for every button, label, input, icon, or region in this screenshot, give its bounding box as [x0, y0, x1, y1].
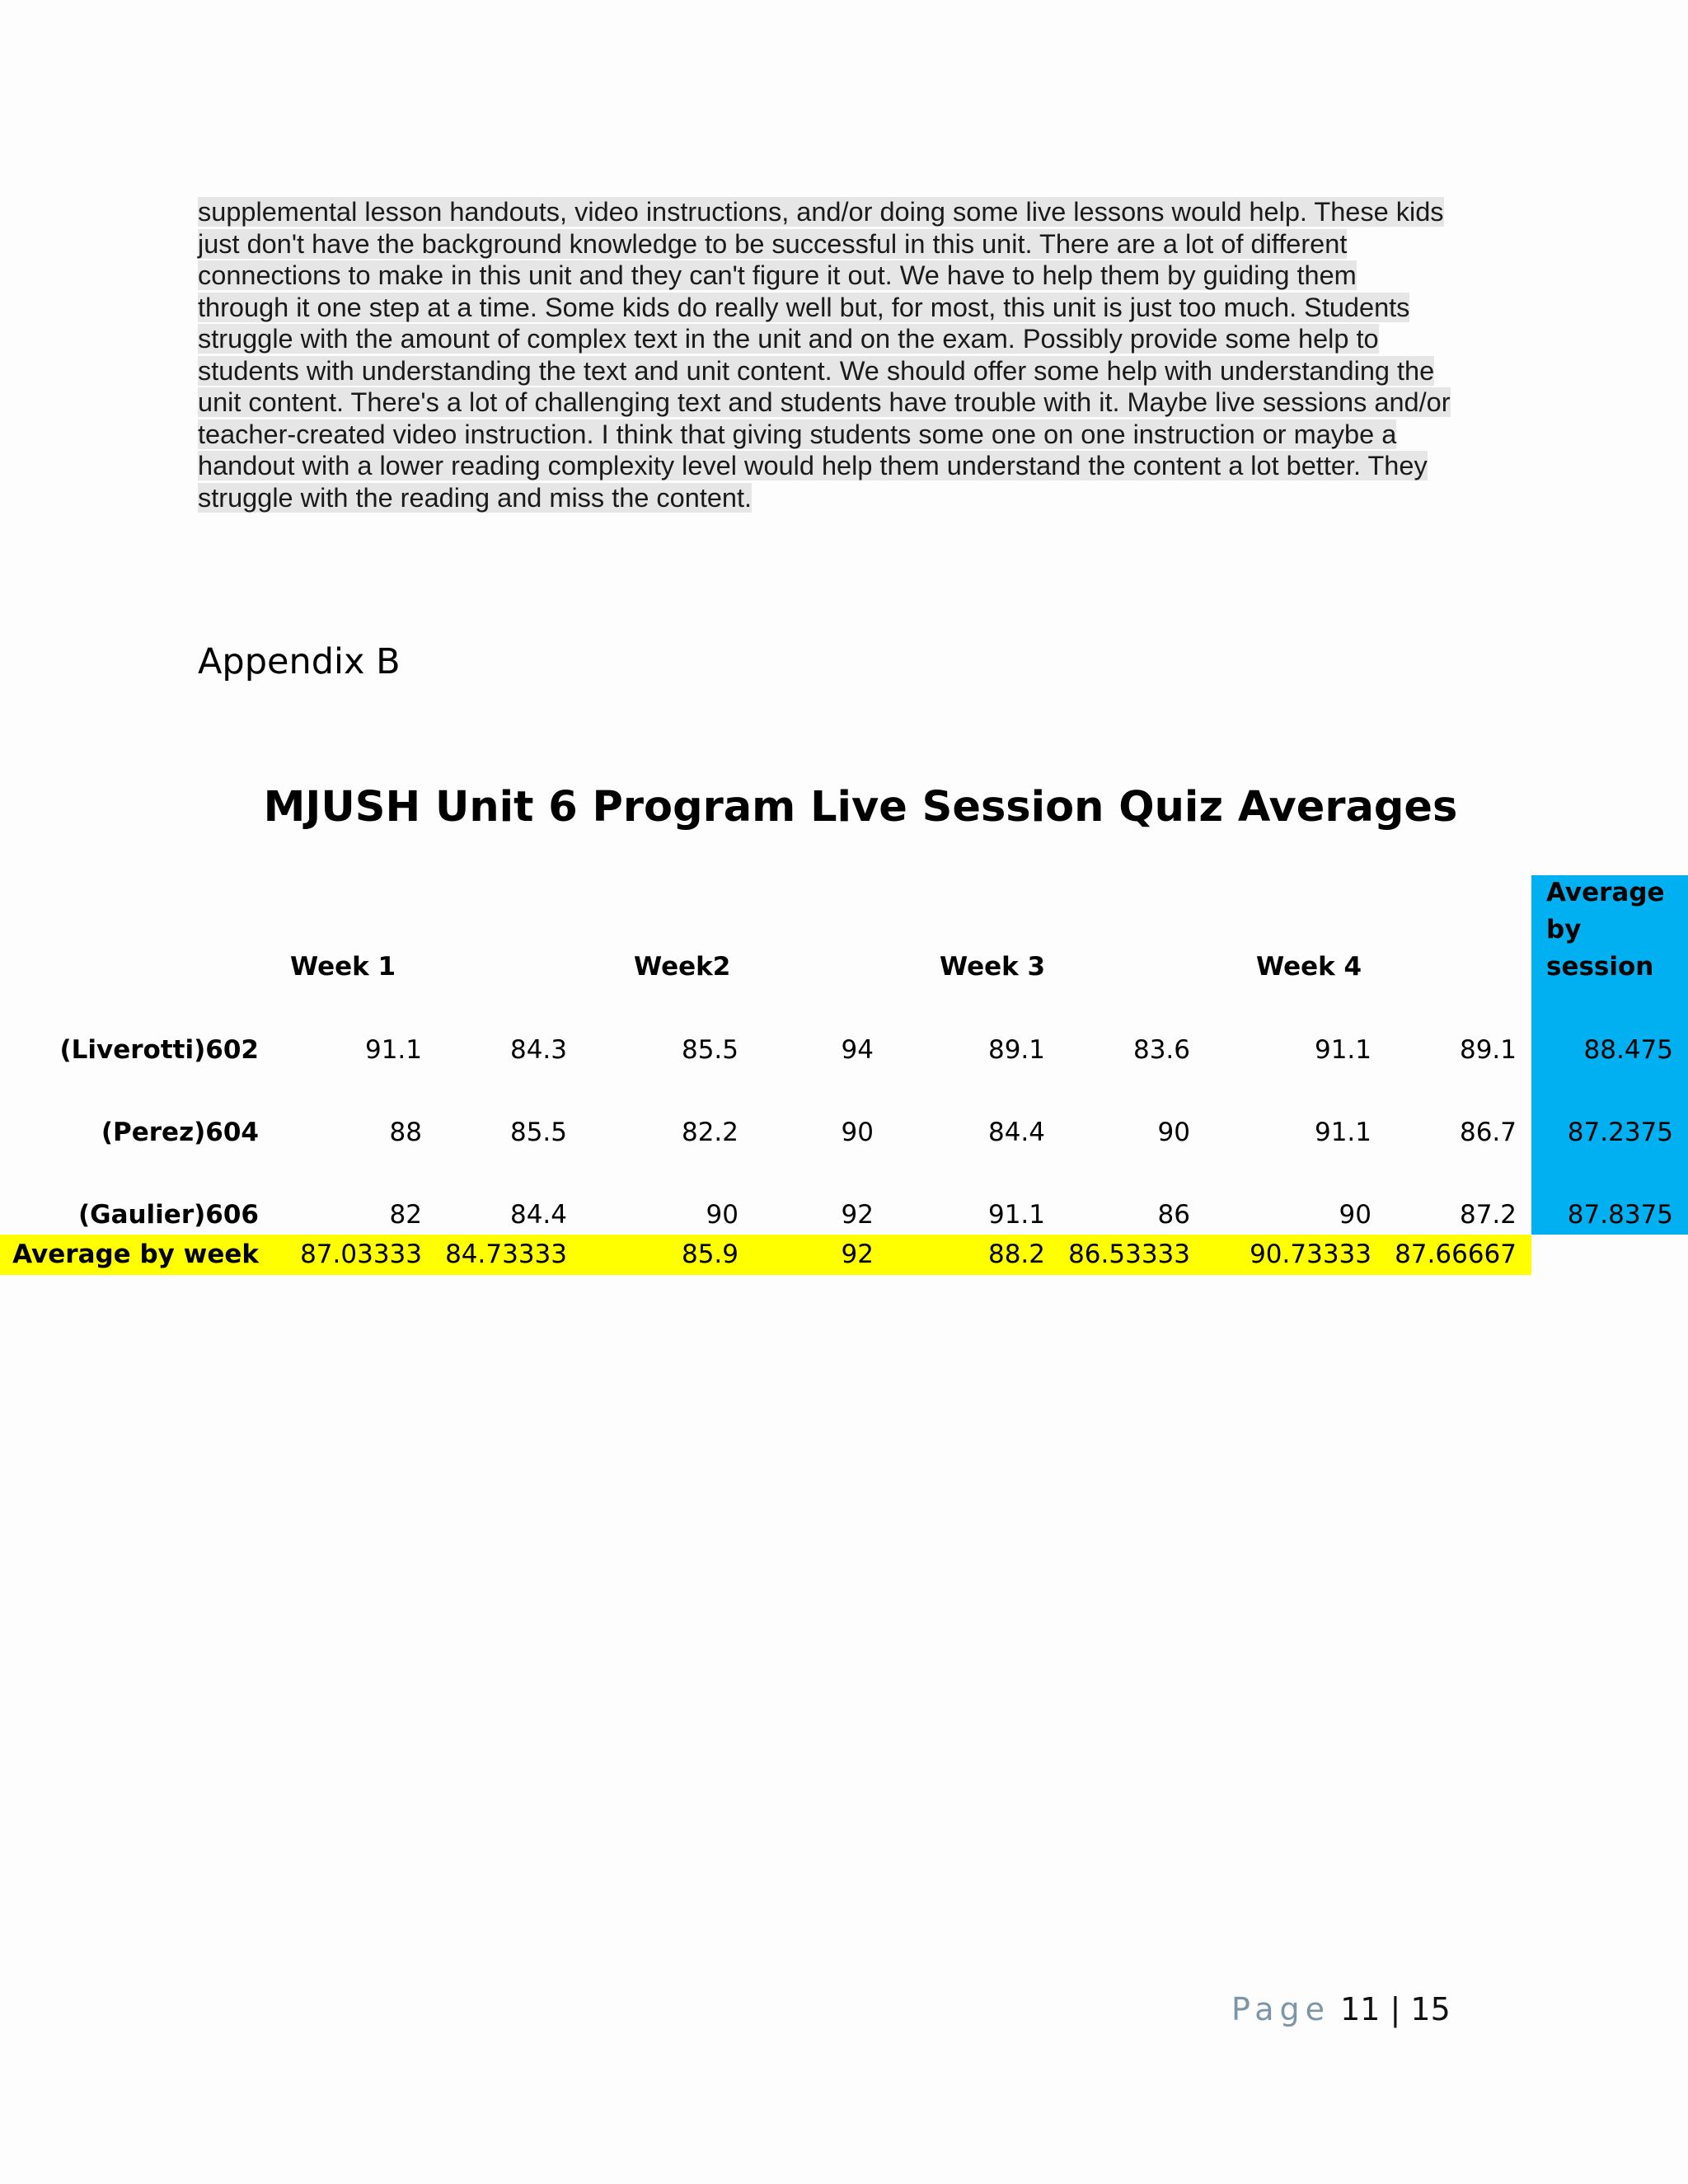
table-cell: 86	[1157, 1200, 1190, 1230]
paragraph-line: just don't have the background knowledge to be successful in this unit. There are a lot of different	[198, 228, 1348, 259]
table-cell: 90	[1157, 1118, 1190, 1147]
table-cell: 85.5	[509, 1118, 567, 1147]
table-title: MJUSH Unit 6 Program Live Session Quiz Averages	[263, 783, 1458, 832]
session-average-cell: 87.8375	[1567, 1200, 1673, 1230]
session-average-cell: 88.475	[1583, 1035, 1673, 1065]
row-label: (Liverotti)602	[59, 1035, 259, 1065]
table-cell: 84.4	[987, 1118, 1045, 1147]
week-average-cell: 92	[841, 1240, 874, 1269]
average-header: Average	[1546, 878, 1665, 907]
row-label: Average by week	[12, 1240, 259, 1269]
average-header: session	[1546, 952, 1654, 982]
table-cell: 85.5	[681, 1035, 738, 1065]
table-cell: 82	[389, 1200, 422, 1230]
session-average-cell: 87.2375	[1567, 1118, 1673, 1147]
appendix-heading: Appendix B	[198, 641, 401, 682]
table-cell: 92	[841, 1200, 874, 1230]
paragraph-line: unit content. There's a lot of challenging text and students have trouble with it. Maybe live sessions and/or	[198, 387, 1451, 417]
table-cell: 91.1	[364, 1035, 422, 1065]
week-average-cell: 84.73333	[445, 1240, 567, 1269]
week-average-cell: 88.2	[987, 1240, 1045, 1269]
page-footer	[1231, 1991, 1451, 2027]
week-average-cell: 87.66667	[1395, 1240, 1517, 1269]
table-cell: 87.2	[1459, 1200, 1517, 1230]
week-average-cell: 85.9	[681, 1240, 738, 1269]
table-cell: 82.2	[681, 1118, 738, 1147]
table-cell: 89.1	[987, 1035, 1045, 1065]
page-label: Page	[1231, 1991, 1330, 2027]
page-number: 11 | 15	[1340, 1991, 1451, 2027]
table-cell: 89.1	[1459, 1035, 1517, 1065]
row-label: (Perez)604	[101, 1118, 259, 1147]
table-cell: 90	[706, 1200, 738, 1230]
table-cell: 86.7	[1459, 1118, 1517, 1147]
week-average-cell: 90.73333	[1250, 1240, 1372, 1269]
paragraph-line: struggle with the reading and miss the content.	[198, 482, 753, 513]
week-average-cell: 87.03333	[300, 1240, 422, 1269]
week-header: Week 3	[940, 952, 1046, 982]
table-cell: 90	[841, 1118, 874, 1147]
table-cell: 83.6	[1132, 1035, 1190, 1065]
week-header: Week 4	[1256, 952, 1362, 982]
table-cell: 84.4	[509, 1200, 567, 1230]
table-cell: 88	[389, 1118, 422, 1147]
table-cell: 91.1	[1314, 1118, 1372, 1147]
week-average-cell: 86.53333	[1068, 1240, 1190, 1269]
average-header: by	[1546, 915, 1582, 944]
table-cell: 94	[841, 1035, 874, 1065]
row-label: (Gaulier)606	[77, 1200, 259, 1230]
week-header: Week 1	[290, 952, 396, 982]
paragraph-line: teacher-created video instruction. I think that giving students some one on one instruction or maybe a	[198, 419, 1397, 449]
table-cell: 91.1	[987, 1200, 1045, 1230]
paragraph-line: students with understanding the text and unit content. We should offer some help with understanding the	[198, 355, 1435, 386]
table-cell: 90	[1339, 1200, 1372, 1230]
table-cell: 84.3	[509, 1035, 567, 1065]
week-header: Week2	[634, 952, 731, 982]
paragraph-line: connections to make in this unit and they can't figure it out. We have to help them by guiding them	[198, 260, 1357, 290]
paragraph-line: handout with a lower reading complexity level would help them understand the content a lot better. They	[198, 451, 1428, 480]
table-cell: 91.1	[1314, 1035, 1372, 1065]
paragraph-line: supplemental lesson handouts, video instructions, and/or doing some live lessons would help. These kids	[198, 197, 1444, 227]
paragraph-line: through it one step at a time. Some kids do really well but, for most, this unit is just too much. Students	[198, 292, 1410, 322]
paragraph-line: struggle with the amount of complex text in the unit and on the exam. Possibly provide some help to	[198, 324, 1379, 354]
